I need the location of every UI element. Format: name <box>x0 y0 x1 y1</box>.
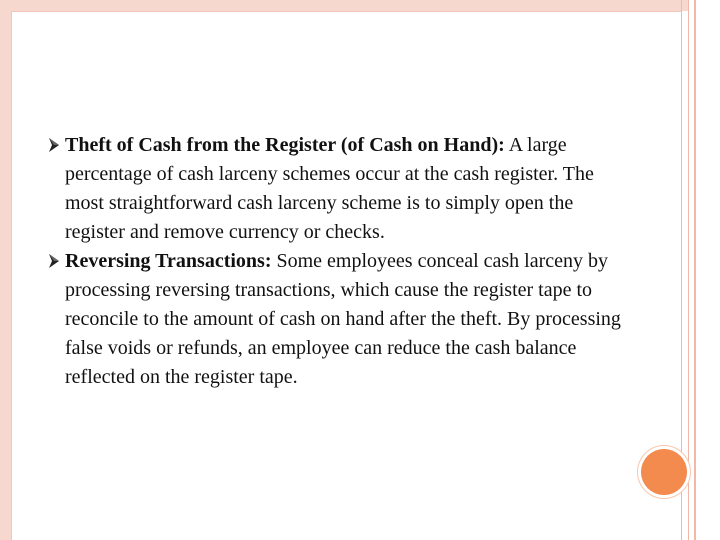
right-decorative-line <box>688 0 689 540</box>
bullet-heading: Theft of Cash from the Register (of Cash on Hand): <box>65 134 505 156</box>
bullet-heading: Reversing Transactions: <box>65 250 272 272</box>
bullet-list <box>48 131 623 392</box>
bullet-body: A large percentage of cash larceny schemes occur at the cash register. The most straightforward cash larceny scheme is to simply open the register and remove currency or checks. <box>65 134 594 243</box>
right-band <box>688 0 720 540</box>
accent-circle <box>641 449 687 495</box>
right-decorative-line <box>694 0 696 540</box>
list-item <box>48 131 623 247</box>
arrow-chevron-bullet-icon <box>48 137 61 153</box>
bullet-text <box>65 134 594 243</box>
list-item <box>48 247 623 392</box>
bullet-body: Some employees conceal cash larceny by processing reversing transactions, which cause the register tape to reconcile to the amount of cash on hand after the theft. By processing false voids or refunds, an employee can reduce the cash balance reflected on the register tape. <box>65 250 621 388</box>
arrow-chevron-bullet-icon <box>48 253 61 269</box>
bullet-text <box>65 250 621 388</box>
